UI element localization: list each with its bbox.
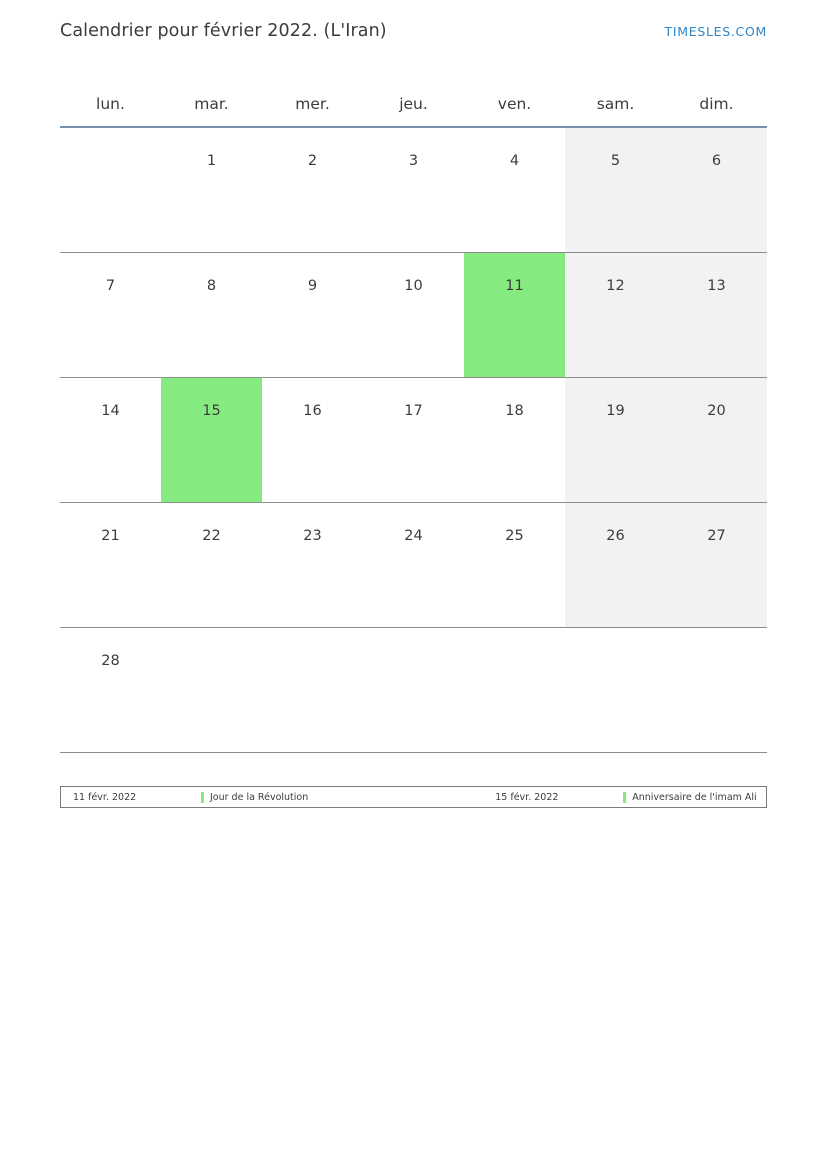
day-cell-body: [262, 128, 363, 253]
day-cell-body: [161, 128, 262, 253]
weekday-header-sun: dim.: [699, 95, 734, 113]
day-cell-body: [161, 253, 262, 378]
calendar-day-cell[interactable]: [565, 127, 666, 253]
day-number: 1: [206, 153, 217, 169]
cell-separator: [161, 752, 262, 753]
calendar-cell-empty: [464, 628, 565, 753]
day-cell-body: [60, 253, 161, 378]
day-number: 21: [101, 528, 120, 544]
day-number: 14: [101, 403, 120, 419]
day-number: 27: [707, 528, 726, 544]
cell-separator: [262, 752, 363, 753]
month-calendar: [60, 82, 767, 753]
calendar-day-cell[interactable]: [363, 127, 464, 253]
legend-date: 15 févr. 2022: [495, 791, 559, 803]
weekday-header-thu: jeu.: [399, 95, 428, 113]
calendar-day-cell[interactable]: [666, 253, 767, 378]
calendar-day-cell[interactable]: [666, 127, 767, 253]
day-cell-body: [262, 378, 363, 503]
cell-separator: [565, 752, 666, 753]
day-cell-body: [565, 378, 666, 503]
calendar-day-cell[interactable]: [464, 503, 565, 628]
day-number: 28: [101, 653, 120, 669]
calendar-day-cell[interactable]: [262, 378, 363, 503]
calendar-day-cell[interactable]: [464, 127, 565, 253]
calendar-day-cell[interactable]: [666, 503, 767, 628]
calendar-day-cell[interactable]: [60, 628, 161, 753]
weekday-header-tue: mar.: [194, 95, 229, 113]
day-cell-body: [666, 503, 767, 628]
legend-holiday-name: Anniversaire de l'imam Ali: [632, 791, 757, 803]
day-number: 26: [606, 528, 625, 544]
calendar-cell-empty: [161, 628, 262, 753]
calendar-day-cell[interactable]: [262, 253, 363, 378]
holiday-legend: [60, 786, 767, 808]
day-number: 18: [505, 403, 524, 419]
calendar-day-cell[interactable]: [363, 253, 464, 378]
calendar-day-cell[interactable]: [161, 503, 262, 628]
day-number: 11: [505, 278, 524, 294]
calendar-week-row: [60, 628, 767, 753]
day-number: 9: [307, 278, 318, 294]
day-cell-body: [464, 628, 565, 753]
calendar-cell-empty: [262, 628, 363, 753]
brand-link[interactable]: TIMESLES.COM: [664, 23, 767, 39]
calendar-cell-empty: [363, 628, 464, 753]
holiday-color-swatch-icon: [623, 792, 626, 803]
weekday-header-sat: sam.: [596, 95, 635, 113]
day-cell-body: [464, 378, 565, 503]
page-title: Calendrier pour février 2022. (L'Iran): [60, 21, 387, 41]
cell-separator: [666, 752, 767, 753]
calendar-day-cell[interactable]: [565, 503, 666, 628]
day-cell-body: [666, 628, 767, 753]
weekday-header-fri: ven.: [497, 95, 532, 113]
day-cell-body: [464, 128, 565, 253]
day-cell-body: [262, 253, 363, 378]
day-number: 6: [711, 153, 722, 169]
calendar-day-cell[interactable]: [161, 127, 262, 253]
calendar-week-row: [60, 127, 767, 253]
calendar-cell-empty: [60, 127, 161, 253]
day-cell-body: [565, 253, 666, 378]
legend-date: 11 févr. 2022: [73, 791, 137, 803]
day-number: 22: [202, 528, 221, 544]
day-number: 13: [707, 278, 726, 294]
calendar-day-cell[interactable]: [60, 503, 161, 628]
calendar-day-cell[interactable]: [60, 253, 161, 378]
calendar-week-row: [60, 503, 767, 628]
calendar-week-row: [60, 378, 767, 503]
day-cell-body: [363, 628, 464, 753]
calendar-day-cell[interactable]: [161, 378, 262, 503]
day-cell-body: [60, 503, 161, 628]
day-cell-body: [60, 128, 161, 253]
cell-separator: [363, 752, 464, 753]
day-cell-body: [363, 128, 464, 253]
day-cell-body: [464, 503, 565, 628]
day-number: 10: [404, 278, 423, 294]
legend-item: [483, 787, 756, 807]
day-cell-body: [161, 378, 262, 503]
day-cell-body: [565, 128, 666, 253]
day-number: 12: [606, 278, 625, 294]
calendar-day-cell[interactable]: [464, 253, 565, 378]
day-cell-body: [363, 253, 464, 378]
day-cell-body: [363, 378, 464, 503]
calendar-week-row: [60, 253, 767, 378]
calendar-head: [60, 82, 767, 127]
day-cell-body: [161, 628, 262, 753]
day-cell-body: [262, 628, 363, 753]
day-number: 24: [404, 528, 423, 544]
day-cell-body: [464, 253, 565, 378]
day-number: 5: [610, 153, 621, 169]
cell-separator: [60, 752, 161, 753]
weekday-header-mon: lun.: [96, 95, 125, 113]
calendar-day-cell[interactable]: [666, 378, 767, 503]
calendar-body: [60, 127, 767, 753]
calendar-cell-empty: [666, 628, 767, 753]
page-header: [0, 0, 827, 62]
legend-item: [61, 787, 308, 807]
day-cell-body: [161, 503, 262, 628]
day-cell-body: [262, 503, 363, 628]
day-number: 8: [206, 278, 217, 294]
day-number: 17: [404, 403, 423, 419]
calendar-day-cell[interactable]: [464, 378, 565, 503]
day-cell-body: [666, 378, 767, 503]
day-number: 7: [105, 278, 116, 294]
calendar-day-cell[interactable]: [262, 127, 363, 253]
day-number: 23: [303, 528, 322, 544]
day-cell-body: [60, 378, 161, 503]
day-cell-body: [666, 253, 767, 378]
calendar-day-cell[interactable]: [565, 378, 666, 503]
day-cell-body: [60, 628, 161, 753]
day-number: 19: [606, 403, 625, 419]
calendar-day-cell[interactable]: [363, 503, 464, 628]
calendar-day-cell[interactable]: [161, 253, 262, 378]
calendar-cell-empty: [565, 628, 666, 753]
day-number: 20: [707, 403, 726, 419]
day-cell-body: [363, 503, 464, 628]
day-number: 25: [505, 528, 524, 544]
day-number: 15: [202, 403, 221, 419]
day-cell-body: [666, 128, 767, 253]
weekday-header-wed: mer.: [295, 95, 330, 113]
calendar-table: [60, 82, 767, 753]
calendar-day-cell[interactable]: [363, 378, 464, 503]
day-cell-body: [565, 503, 666, 628]
day-number: 16: [303, 403, 322, 419]
day-cell-body: [565, 628, 666, 753]
weekday-header-row: [60, 82, 767, 126]
calendar-day-cell[interactable]: [262, 503, 363, 628]
day-number: 2: [307, 153, 318, 169]
day-number: 4: [509, 153, 520, 169]
legend-holiday-name: Jour de la Révolution: [210, 791, 309, 803]
holiday-color-swatch-icon: [201, 792, 204, 803]
calendar-day-cell[interactable]: [60, 378, 161, 503]
calendar-day-cell[interactable]: [565, 253, 666, 378]
day-number: 3: [408, 153, 419, 169]
cell-separator: [464, 752, 565, 753]
